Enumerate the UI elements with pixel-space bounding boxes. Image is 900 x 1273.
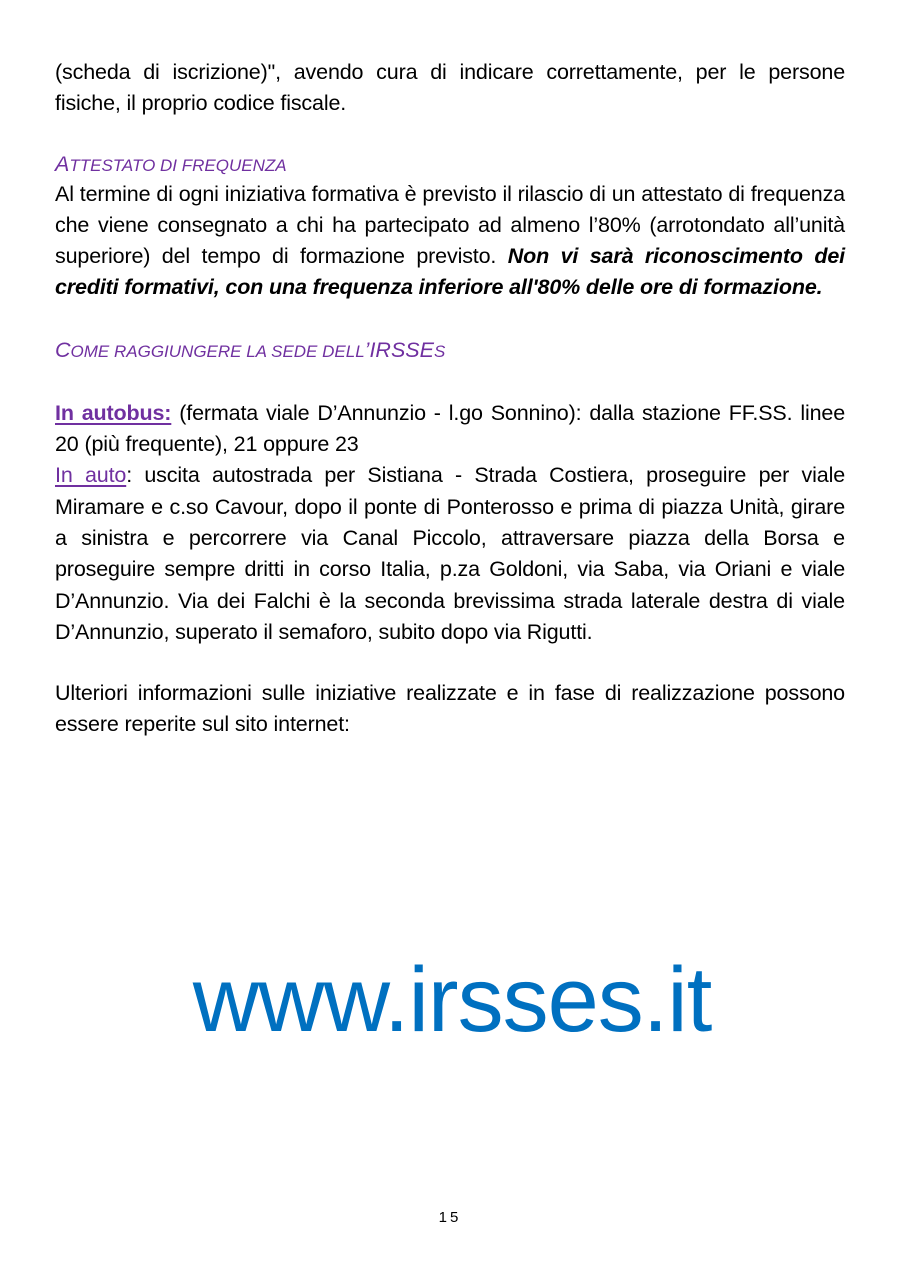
autobus-label: In autobus: bbox=[55, 400, 172, 425]
autobus-text: (fermata viale D’Annunzio - l.go Sonnino): dalla stazione FF.SS. linee 20 (più frequente), 21 oppure 23 bbox=[55, 400, 845, 457]
auto-text: : uscita autostrada per Sistiana - Strada Costiera, proseguire per viale Miramare e c.so Cavour, dopo il ponte di Ponterosso e prima di piazza Unità, girare a sinistra e percorrere via Canal Piccolo, attraversare piazza della Borsa e proseguire sempre dritti in corso Italia, p.za Goldoni, via Saba, via Oriani e viale D’Annunzio. Via dei Falchi è la seconda brevissima strada laterale destra di viale D’Annunzio, superato il semaforo, subito dopo via Rigutti. bbox=[55, 463, 845, 644]
attestato-heading-rest: TTESTATO DI FREQUENZA bbox=[69, 155, 287, 175]
come-heading-mid: OME RAGGIUNGERE LA SEDE DELL bbox=[70, 341, 365, 361]
intro-text: (scheda di iscrizione)", avendo cura di indicare correttamente, per le persone fisiche, il proprio codice fiscale. bbox=[55, 60, 845, 116]
spacer bbox=[55, 304, 845, 335]
document-body bbox=[55, 57, 845, 741]
intro-paragraph bbox=[55, 57, 845, 120]
ulteriori-paragraph bbox=[55, 678, 845, 741]
attestato-text: Al termine di ogni iniziativa formativa è previsto il rilascio di un attestato di frequenza che viene consegnato a chi ha partecipato ad almeno l’80% (arrotondato all’unità superiore) del tempo di formazione previsto. bbox=[55, 181, 845, 269]
auto-label: In auto bbox=[55, 463, 127, 488]
website-url: www.irsses.it bbox=[192, 949, 712, 1051]
attestato-heading bbox=[55, 151, 845, 179]
autobus-paragraph bbox=[55, 398, 845, 461]
come-heading-final-s: S bbox=[433, 341, 446, 361]
attestato-heading-initial: A bbox=[55, 151, 70, 176]
attestato-paragraph bbox=[55, 179, 845, 304]
come-heading-irsse: IRSSE bbox=[369, 337, 434, 362]
ulteriori-text: Ulteriori informazioni sulle iniziative realizzate e in fase di realizzazione possono essere reperite sul sito internet: bbox=[55, 681, 845, 737]
spacer bbox=[55, 648, 845, 678]
page-number: 15 bbox=[438, 1209, 462, 1226]
come-heading bbox=[55, 337, 845, 365]
auto-paragraph bbox=[55, 460, 845, 648]
come-heading-apostrophe: ’ bbox=[364, 337, 370, 362]
spacer bbox=[55, 120, 845, 151]
come-heading-initial: C bbox=[55, 337, 71, 362]
spacer bbox=[55, 365, 845, 398]
attestato-bold-text: Non vi sarà riconoscimento dei crediti formativi, con una frequenza inferiore all'80% delle ore di formazione. bbox=[55, 244, 845, 300]
